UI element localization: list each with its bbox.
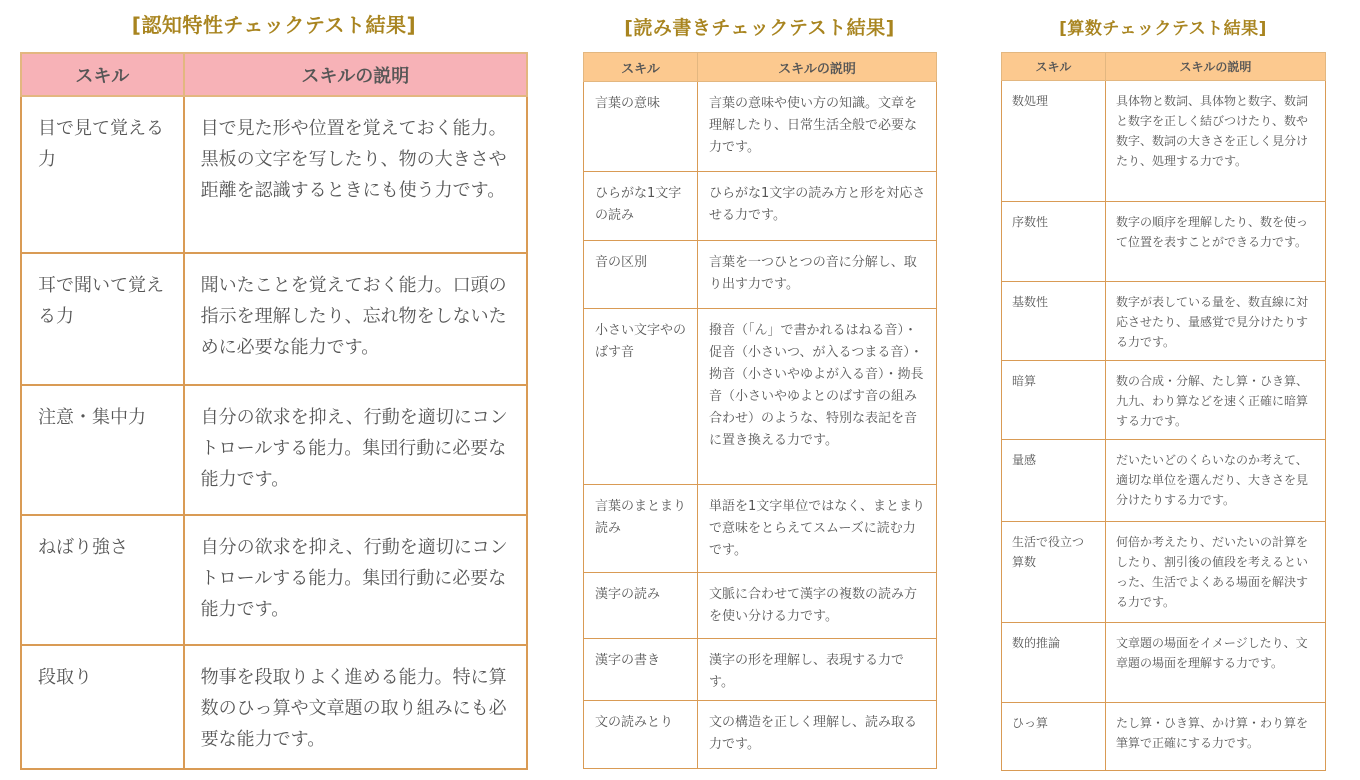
description-header: スキルの説明	[1106, 53, 1326, 81]
reading-writing-title: [読み書きチェックテスト結果]	[624, 17, 895, 39]
skill-cell: 注意・集中力	[21, 385, 184, 515]
table-row	[1002, 361, 1326, 440]
skill-cell: 漢字の読み	[584, 573, 698, 639]
table-row	[1002, 623, 1326, 703]
table-header-row	[1002, 53, 1326, 81]
skill-cell: 言葉の意味	[584, 82, 698, 172]
skill-cell: 言葉のまとまり読み	[584, 485, 698, 573]
math-section	[1001, 0, 1325, 771]
table-row	[1002, 202, 1326, 282]
skill-header: スキル	[584, 53, 698, 82]
math-table	[1001, 52, 1326, 771]
description-cell: 数の合成・分解、たし算・ひき算、九九、わり算などを速く正確に暗算する力です。	[1106, 361, 1326, 440]
skill-cell: 文の読みとり	[584, 701, 698, 769]
description-cell: 言葉を一つひとつの音に分解し、取り出す力です。	[698, 241, 937, 309]
table-row	[584, 309, 937, 485]
table-row	[21, 96, 527, 253]
description-cell: 撥音（「ん」で書かれるはねる音）・促音（小さいつ、が入るつまる音）・拗音（小さいやゆよが入る音）・拗長音（小さいやゆよとのばす音の組み合わせ）のような、特別な表記を音に置き換える力です。	[698, 309, 937, 485]
skill-cell: 目で見て覚える力	[21, 96, 184, 253]
table-header-row	[21, 53, 527, 96]
skill-cell: ねばり強さ	[21, 515, 184, 645]
description-cell: 自分の欲求を抑え、行動を適切にコントロールする能力。集団行動に必要な能力です。	[184, 385, 527, 515]
description-header: スキルの説明	[184, 53, 527, 96]
table-row	[21, 385, 527, 515]
description-cell: 数字が表している量を、数直線に対応させたり、量感覚で見分けたりする力です。	[1106, 282, 1326, 361]
description-cell: だいたいどのくらいなのか考えて、適切な単位を選んだり、大きさを見分けたりする力です。	[1106, 440, 1326, 522]
description-cell: たし算・ひき算、かけ算・わり算を筆算で正確にする力です。	[1106, 703, 1326, 771]
skill-header: スキル	[21, 53, 184, 96]
description-cell: 聞いたことを覚えておく能力。口頭の指示を理解したり、忘れ物をしないために必要な能力です。	[184, 253, 527, 385]
table-row	[584, 573, 937, 639]
description-header: スキルの説明	[698, 53, 937, 82]
table-row	[584, 172, 937, 241]
table-row	[21, 645, 527, 769]
table-row	[584, 82, 937, 172]
description-cell: 漢字の形を理解し、表現する力です。	[698, 639, 937, 701]
description-cell: 文脈に合わせて漢字の複数の読み方を使い分ける力です。	[698, 573, 937, 639]
table-header-row	[584, 53, 937, 82]
skill-cell: 耳で聞いて覚える力	[21, 253, 184, 385]
cognitive-title: [認知特性チェックテスト結果]	[131, 13, 417, 37]
cognitive-table	[20, 52, 528, 770]
skill-cell: 暗算	[1002, 361, 1106, 440]
skill-cell: ひらがな1文字の読み	[584, 172, 698, 241]
description-cell: 物事を段取りよく進める能力。特に算数のひっ算や文章題の取り組みにも必要な能力です。	[184, 645, 527, 769]
table-row	[584, 639, 937, 701]
table-row	[584, 701, 937, 769]
description-cell: ひらがな1文字の読み方と形を対応させる力です。	[698, 172, 937, 241]
table-row	[1002, 440, 1326, 522]
description-cell: 自分の欲求を抑え、行動を適切にコントロールする能力。集団行動に必要な能力です。	[184, 515, 527, 645]
skill-cell: 小さい文字やのばす音	[584, 309, 698, 485]
skill-cell: 段取り	[21, 645, 184, 769]
description-cell: 文の構造を正しく理解し、読み取る力です。	[698, 701, 937, 769]
table-row	[584, 485, 937, 573]
skill-cell: 基数性	[1002, 282, 1106, 361]
reading-writing-table	[583, 52, 937, 769]
table-row	[584, 241, 937, 309]
skill-cell: 漢字の書き	[584, 639, 698, 701]
skill-header: スキル	[1002, 53, 1106, 81]
skill-cell: 音の区別	[584, 241, 698, 309]
math-title: [算数チェックテスト結果]	[1059, 19, 1267, 39]
table-row	[1002, 522, 1326, 623]
description-cell: 目で見た形や位置を覚えておく能力。黒板の文字を写したり、物の大きさや距離を認識するときにも使う力です。	[184, 96, 527, 253]
table-row	[1002, 282, 1326, 361]
description-cell: 言葉の意味や使い方の知識。文章を理解したり、日常生活全般で必要な力です。	[698, 82, 937, 172]
cognitive-section	[20, 0, 528, 770]
description-cell: 文章題の場面をイメージしたり、文章題の場面を理解する力です。	[1106, 623, 1326, 703]
skill-cell: 数的推論	[1002, 623, 1106, 703]
reading-writing-section	[583, 0, 936, 769]
description-cell: 数字の順序を理解したり、数を使って位置を表すことができる力です。	[1106, 202, 1326, 282]
table-row	[1002, 81, 1326, 202]
description-cell: 単語を1文字単位ではなく、まとまりで意味をとらえてスムーズに読む力です。	[698, 485, 937, 573]
skill-cell: 序数性	[1002, 202, 1106, 282]
description-cell: 具体物と数詞、具体物と数字、数詞と数字を正しく結びつけたり、数や数字、数詞の大きさを正しく見分けたり、処理する力です。	[1106, 81, 1326, 202]
table-row	[21, 515, 527, 645]
skill-cell: 数処理	[1002, 81, 1106, 202]
skill-cell: 生活で役立つ算数	[1002, 522, 1106, 623]
skill-cell: ひっ算	[1002, 703, 1106, 771]
description-cell: 何倍か考えたり、だいたいの計算をしたり、割引後の値段を考えるといった、生活でよくある場面を解決する力です。	[1106, 522, 1326, 623]
table-row	[1002, 703, 1326, 771]
table-row	[21, 253, 527, 385]
skill-cell: 量感	[1002, 440, 1106, 522]
